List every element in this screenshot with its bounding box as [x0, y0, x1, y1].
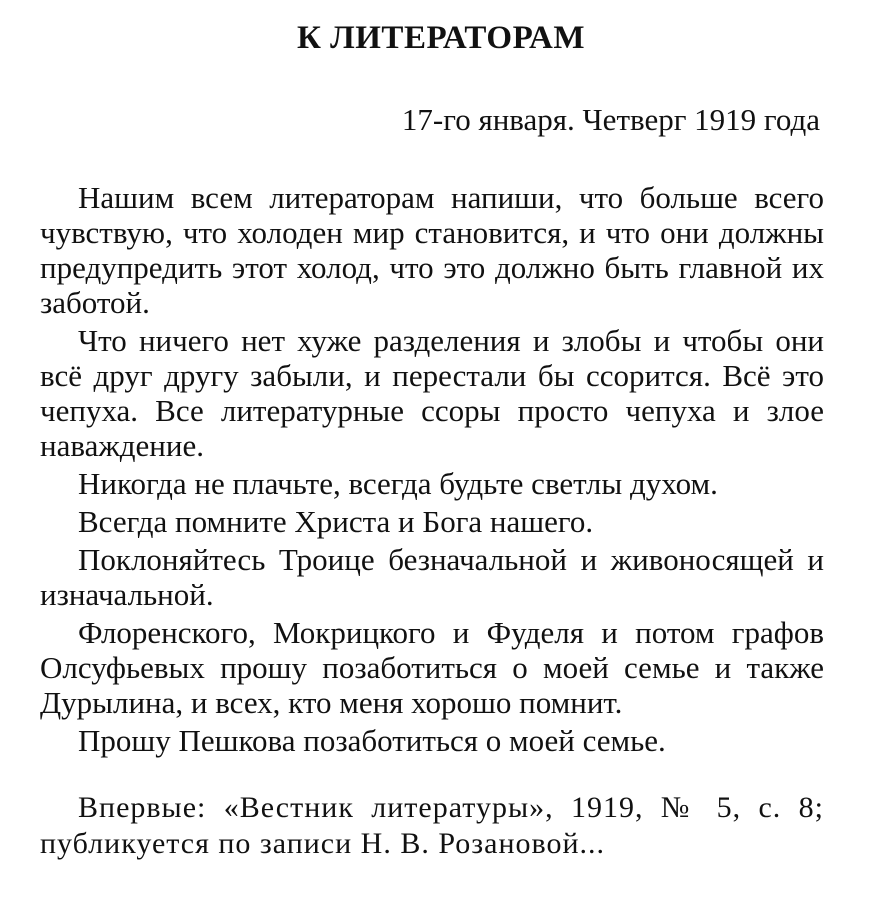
- paragraph: Всегда помните Христа и Бога нашего.: [78, 504, 594, 539]
- paragraph: Флоренского, Мокрицкого и Фуделя и потом графов Олсуфьевых прошу позаботиться о моей семье и также Дурылина, и всех, кто меня хорошо помнит.: [40, 615, 824, 720]
- document-page: [40, 0, 824, 892]
- document-date: 17-го января. Четверг 1919 года: [401, 102, 820, 137]
- source-note: Впервые: «Вестник литературы», 1919, № 5, с. 8; публикуется по записи Н. В. Розановой...: [40, 791, 824, 860]
- document-title: К ЛИТЕРАТОРАМ: [297, 20, 585, 56]
- paragraph: Нашим всем литераторам напиши, что больше всего чувствую, что холоден мир становится, и что они должны предупредить этот холод, что это должно быть главной их заботой.: [40, 180, 824, 320]
- paragraph: Что ничего нет хуже разделения и злобы и чтобы они всё друг другу забыли, и перестали бы ссорится. Всё это чепуха. Все литературные ссоры просто чепуха и злое наваждение.: [40, 323, 824, 463]
- document-body: [40, 180, 824, 758]
- paragraph: Прошу Пешкова позаботиться о моей семье.: [78, 723, 666, 758]
- paragraph: Никогда не плачьте, всегда будьте светлы духом.: [78, 466, 718, 501]
- paragraph: Поклоняйтесь Троице безначальной и живоносящей и изначальной.: [40, 542, 824, 612]
